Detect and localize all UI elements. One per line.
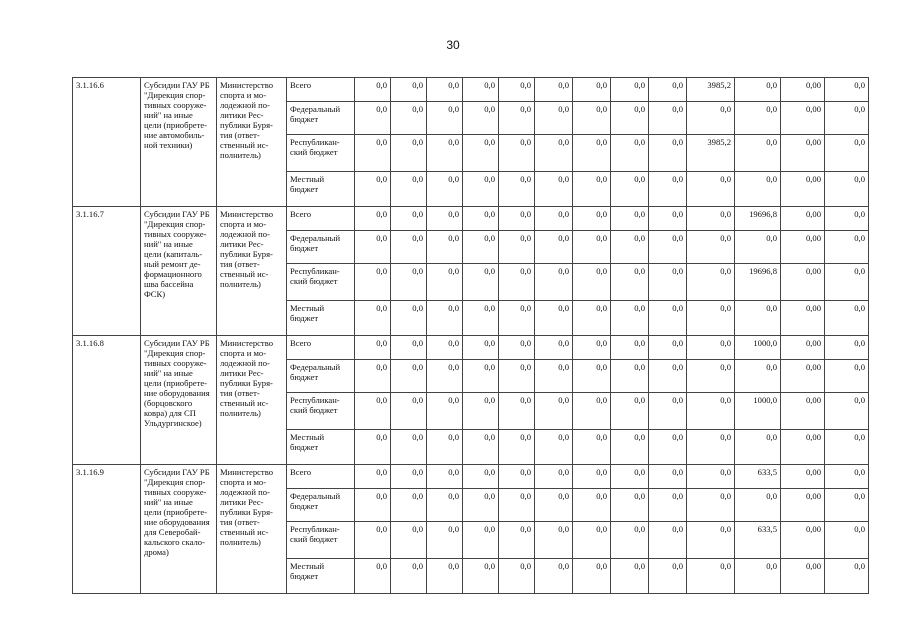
amount-cell: 0,0 [391, 172, 427, 207]
amount-cell: 0,0 [535, 102, 573, 135]
amount-cell: 0,0 [649, 78, 687, 102]
amount-cell: 0,0 [573, 231, 611, 264]
amount-cell: 0,0 [427, 489, 463, 522]
amount-cell: 0,0 [649, 393, 687, 430]
amount-cell: 0,0 [355, 522, 391, 559]
measure-name: Субсидии ГАУ РБ "Дирекция спор- тивных сооруже- ний" на иные цели (приобрете- ние автомобиль- ной техники) [141, 78, 217, 207]
amount-cell: 0,0 [649, 135, 687, 172]
amount-cell: 0,00 [781, 264, 825, 301]
amount-cell: 0,0 [391, 207, 427, 231]
amount-cell: 0,0 [573, 522, 611, 559]
funding-source: Федеральный бюджет [287, 360, 355, 393]
amount-cell: 0,0 [391, 393, 427, 430]
amount-cell: 0,0 [391, 559, 427, 594]
table-row [73, 465, 869, 489]
amount-cell: 0,0 [573, 301, 611, 336]
amount-cell: 0,0 [355, 301, 391, 336]
measure-executor: Министерство спорта и мо- лодежной по- литики Рес- публики Буря- тия (ответ- ственный ис- полнитель) [217, 336, 287, 465]
amount-cell: 0,0 [535, 393, 573, 430]
amount-cell: 0,0 [735, 78, 781, 102]
amount-cell: 0,0 [825, 336, 869, 360]
amount-cell: 0,00 [781, 78, 825, 102]
amount-cell: 0,0 [463, 207, 499, 231]
amount-cell: 0,0 [825, 207, 869, 231]
amount-cell: 0,00 [781, 393, 825, 430]
amount-cell: 0,0 [649, 559, 687, 594]
amount-cell: 0,0 [427, 135, 463, 172]
amount-cell: 0,0 [611, 489, 649, 522]
amount-cell: 0,0 [535, 264, 573, 301]
amount-cell: 0,0 [573, 465, 611, 489]
amount-cell: 0,0 [687, 207, 735, 231]
amount-cell: 0,0 [427, 430, 463, 465]
amount-cell: 0,0 [427, 393, 463, 430]
amount-cell: 0,0 [573, 207, 611, 231]
funding-source: Местный бюджет [287, 301, 355, 336]
amount-cell: 0,0 [825, 465, 869, 489]
amount-cell: 0,0 [735, 301, 781, 336]
amount-cell: 0,0 [463, 430, 499, 465]
amount-cell: 0,0 [573, 489, 611, 522]
amount-cell: 0,0 [611, 301, 649, 336]
amount-cell: 0,0 [649, 207, 687, 231]
amount-cell: 0,0 [735, 360, 781, 393]
amount-cell: 0,0 [535, 207, 573, 231]
amount-cell: 0,0 [573, 559, 611, 594]
amount-cell: 0,0 [687, 336, 735, 360]
amount-cell: 0,0 [535, 360, 573, 393]
amount-cell: 0,0 [463, 78, 499, 102]
amount-cell: 0,0 [427, 102, 463, 135]
amount-cell: 0,0 [391, 360, 427, 393]
amount-cell: 0,0 [735, 172, 781, 207]
amount-cell: 0,0 [535, 465, 573, 489]
amount-cell: 0,0 [499, 336, 535, 360]
amount-cell: 0,0 [735, 102, 781, 135]
amount-cell: 0,0 [825, 78, 869, 102]
amount-cell: 0,0 [687, 301, 735, 336]
amount-cell: 0,0 [355, 102, 391, 135]
funding-source: Республикан- ский бюджет [287, 522, 355, 559]
amount-cell: 0,0 [611, 360, 649, 393]
amount-cell: 0,0 [825, 231, 869, 264]
amount-cell: 0,0 [535, 135, 573, 172]
amount-cell: 0,0 [463, 559, 499, 594]
budget-table-body [73, 78, 869, 594]
amount-cell: 0,0 [499, 559, 535, 594]
amount-cell: 0,00 [781, 102, 825, 135]
amount-cell: 0,0 [499, 522, 535, 559]
funding-source: Всего [287, 207, 355, 231]
amount-cell: 0,0 [735, 231, 781, 264]
amount-cell: 0,0 [687, 172, 735, 207]
amount-cell: 0,0 [427, 231, 463, 264]
amount-cell: 3985,2 [687, 135, 735, 172]
amount-cell: 0,0 [499, 172, 535, 207]
amount-cell: 0,0 [499, 360, 535, 393]
funding-source: Республикан- ский бюджет [287, 393, 355, 430]
amount-cell: 0,0 [649, 172, 687, 207]
amount-cell: 0,0 [499, 264, 535, 301]
amount-cell: 0,0 [611, 559, 649, 594]
amount-cell: 0,0 [735, 489, 781, 522]
funding-source: Федеральный бюджет [287, 102, 355, 135]
amount-cell: 0,0 [391, 489, 427, 522]
amount-cell: 0,0 [611, 102, 649, 135]
amount-cell: 0,0 [611, 465, 649, 489]
measure-name: Субсидии ГАУ РБ "Дирекция спор- тивных сооруже- ний" на иные цели (приобрете- ние оборудования для Северобай- кальского скало- дрома) [141, 465, 217, 594]
amount-cell: 0,00 [781, 360, 825, 393]
funding-source: Всего [287, 78, 355, 102]
amount-cell: 0,0 [535, 489, 573, 522]
amount-cell: 0,0 [611, 78, 649, 102]
amount-cell: 0,0 [825, 102, 869, 135]
amount-cell: 633,5 [735, 465, 781, 489]
amount-cell: 0,0 [499, 465, 535, 489]
table-row [73, 78, 869, 102]
amount-cell: 0,0 [463, 301, 499, 336]
amount-cell: 0,0 [463, 264, 499, 301]
amount-cell: 0,0 [649, 231, 687, 264]
amount-cell: 0,00 [781, 336, 825, 360]
amount-cell: 0,0 [355, 430, 391, 465]
amount-cell: 0,0 [427, 522, 463, 559]
amount-cell: 0,0 [463, 360, 499, 393]
amount-cell: 0,0 [825, 360, 869, 393]
funding-source: Местный бюджет [287, 430, 355, 465]
amount-cell: 0,0 [535, 430, 573, 465]
amount-cell: 0,00 [781, 430, 825, 465]
amount-cell: 0,0 [355, 78, 391, 102]
measure-code: 3.1.16.7 [73, 207, 141, 336]
amount-cell: 0,0 [611, 135, 649, 172]
amount-cell: 0,0 [687, 559, 735, 594]
amount-cell: 0,0 [499, 135, 535, 172]
funding-source: Федеральный бюджет [287, 489, 355, 522]
amount-cell: 0,0 [427, 301, 463, 336]
amount-cell: 0,0 [427, 172, 463, 207]
amount-cell: 19696,8 [735, 264, 781, 301]
amount-cell: 0,0 [535, 301, 573, 336]
amount-cell: 0,0 [825, 264, 869, 301]
amount-cell: 0,0 [355, 207, 391, 231]
amount-cell: 3985,2 [687, 78, 735, 102]
amount-cell: 0,0 [573, 78, 611, 102]
page-number: 30 [446, 38, 460, 52]
amount-cell: 0,0 [687, 465, 735, 489]
amount-cell: 0,0 [355, 336, 391, 360]
amount-cell: 0,0 [573, 430, 611, 465]
amount-cell: 0,0 [573, 336, 611, 360]
amount-cell: 0,0 [611, 231, 649, 264]
amount-cell: 0,0 [391, 78, 427, 102]
amount-cell: 0,0 [825, 489, 869, 522]
amount-cell: 0,0 [427, 336, 463, 360]
amount-cell: 0,0 [649, 301, 687, 336]
amount-cell: 0,0 [499, 102, 535, 135]
amount-cell: 0,0 [499, 430, 535, 465]
amount-cell: 0,00 [781, 231, 825, 264]
amount-cell: 0,0 [427, 78, 463, 102]
funding-source: Всего [287, 336, 355, 360]
amount-cell: 0,0 [499, 78, 535, 102]
amount-cell: 0,0 [649, 465, 687, 489]
amount-cell: 0,0 [687, 489, 735, 522]
amount-cell: 0,0 [687, 231, 735, 264]
amount-cell: 0,0 [391, 465, 427, 489]
amount-cell: 0,0 [687, 102, 735, 135]
amount-cell: 0,0 [735, 559, 781, 594]
amount-cell: 0,0 [463, 336, 499, 360]
amount-cell: 0,00 [781, 172, 825, 207]
amount-cell: 0,0 [825, 430, 869, 465]
amount-cell: 0,0 [355, 465, 391, 489]
amount-cell: 0,0 [463, 172, 499, 207]
measure-name: Субсидии ГАУ РБ "Дирекция спор- тивных сооруже- ний" на иные цели (приобрете- ние оборудования (борцовского ковра) для СП Ульдургинское) [141, 336, 217, 465]
amount-cell: 0,0 [355, 172, 391, 207]
measure-executor: Министерство спорта и мо- лодежной по- литики Рес- публики Буря- тия (ответ- ственный ис- полнитель) [217, 465, 287, 594]
amount-cell: 0,0 [825, 172, 869, 207]
amount-cell: 0,0 [355, 135, 391, 172]
funding-source: Федеральный бюджет [287, 231, 355, 264]
amount-cell: 0,0 [463, 465, 499, 489]
amount-cell: 0,0 [573, 393, 611, 430]
amount-cell: 0,0 [573, 360, 611, 393]
table-row [73, 207, 869, 231]
funding-source: Республикан- ский бюджет [287, 135, 355, 172]
measure-code: 3.1.16.6 [73, 78, 141, 207]
amount-cell: 0,0 [825, 559, 869, 594]
amount-cell: 0,0 [391, 231, 427, 264]
amount-cell: 0,0 [687, 522, 735, 559]
amount-cell: 0,0 [735, 430, 781, 465]
amount-cell: 0,0 [391, 135, 427, 172]
amount-cell: 0,0 [355, 393, 391, 430]
amount-cell: 0,00 [781, 489, 825, 522]
amount-cell: 0,0 [611, 336, 649, 360]
funding-source: Республикан- ский бюджет [287, 264, 355, 301]
amount-cell: 0,0 [611, 430, 649, 465]
amount-cell: 0,0 [649, 264, 687, 301]
amount-cell: 0,0 [535, 336, 573, 360]
amount-cell: 0,0 [499, 301, 535, 336]
measure-code: 3.1.16.8 [73, 336, 141, 465]
amount-cell: 0,0 [463, 102, 499, 135]
amount-cell: 0,0 [355, 360, 391, 393]
budget-table [72, 77, 869, 594]
amount-cell: 0,0 [825, 135, 869, 172]
amount-cell: 0,0 [427, 207, 463, 231]
amount-cell: 0,0 [391, 430, 427, 465]
amount-cell: 0,0 [535, 559, 573, 594]
amount-cell: 0,0 [463, 489, 499, 522]
amount-cell: 0,0 [391, 264, 427, 301]
amount-cell: 0,0 [499, 393, 535, 430]
measure-executor: Министерство спорта и мо- лодежной по- литики Рес- публики Буря- тия (ответ- ственный ис- полнитель) [217, 78, 287, 207]
funding-source: Местный бюджет [287, 559, 355, 594]
amount-cell: 0,0 [649, 336, 687, 360]
amount-cell: 633,5 [735, 522, 781, 559]
amount-cell: 1000,0 [735, 393, 781, 430]
amount-cell: 0,0 [427, 360, 463, 393]
measure-executor: Министерство спорта и мо- лодежной по- литики Рес- публики Буря- тия (ответ- ственный ис- полнитель) [217, 207, 287, 336]
amount-cell: 1000,0 [735, 336, 781, 360]
amount-cell: 0,0 [611, 264, 649, 301]
amount-cell: 0,0 [499, 489, 535, 522]
amount-cell: 0,0 [573, 135, 611, 172]
amount-cell: 0,0 [611, 393, 649, 430]
amount-cell: 0,0 [355, 559, 391, 594]
amount-cell: 0,0 [611, 522, 649, 559]
amount-cell: 0,0 [649, 522, 687, 559]
amount-cell: 0,00 [781, 465, 825, 489]
amount-cell: 0,0 [391, 336, 427, 360]
amount-cell: 0,00 [781, 135, 825, 172]
funding-source: Местный бюджет [287, 172, 355, 207]
amount-cell: 0,0 [427, 465, 463, 489]
amount-cell: 0,0 [391, 522, 427, 559]
amount-cell: 0,0 [573, 172, 611, 207]
amount-cell: 0,0 [463, 231, 499, 264]
amount-cell: 0,0 [649, 102, 687, 135]
amount-cell: 0,0 [355, 231, 391, 264]
amount-cell: 0,0 [687, 393, 735, 430]
amount-cell: 0,0 [687, 430, 735, 465]
amount-cell: 0,0 [687, 360, 735, 393]
amount-cell: 0,0 [825, 301, 869, 336]
amount-cell: 0,0 [355, 264, 391, 301]
amount-cell: 0,0 [535, 231, 573, 264]
amount-cell: 0,0 [427, 264, 463, 301]
table-row [73, 336, 869, 360]
amount-cell: 0,0 [427, 559, 463, 594]
amount-cell: 0,0 [499, 207, 535, 231]
amount-cell: 0,00 [781, 522, 825, 559]
amount-cell: 0,0 [573, 102, 611, 135]
amount-cell: 19696,8 [735, 207, 781, 231]
amount-cell: 0,0 [649, 360, 687, 393]
amount-cell: 0,0 [687, 264, 735, 301]
amount-cell: 0,00 [781, 559, 825, 594]
amount-cell: 0,0 [463, 522, 499, 559]
measure-code: 3.1.16.9 [73, 465, 141, 594]
amount-cell: 0,0 [391, 102, 427, 135]
amount-cell: 0,00 [781, 207, 825, 231]
amount-cell: 0,0 [825, 522, 869, 559]
amount-cell: 0,0 [499, 231, 535, 264]
amount-cell: 0,0 [535, 172, 573, 207]
amount-cell: 0,0 [391, 301, 427, 336]
amount-cell: 0,0 [825, 393, 869, 430]
amount-cell: 0,0 [649, 430, 687, 465]
amount-cell: 0,0 [611, 207, 649, 231]
amount-cell: 0,0 [355, 489, 391, 522]
amount-cell: 0,00 [781, 301, 825, 336]
amount-cell: 0,0 [463, 135, 499, 172]
amount-cell: 0,0 [649, 489, 687, 522]
amount-cell: 0,0 [463, 393, 499, 430]
amount-cell: 0,0 [735, 135, 781, 172]
funding-source: Всего [287, 465, 355, 489]
amount-cell: 0,0 [535, 522, 573, 559]
amount-cell: 0,0 [535, 78, 573, 102]
amount-cell: 0,0 [611, 172, 649, 207]
amount-cell: 0,0 [573, 264, 611, 301]
measure-name: Субсидии ГАУ РБ "Дирекция спор- тивных сооруже- ний" на иные цели (капиталь- ный ремонт де- формационного шва бассейна ФСК) [141, 207, 217, 336]
